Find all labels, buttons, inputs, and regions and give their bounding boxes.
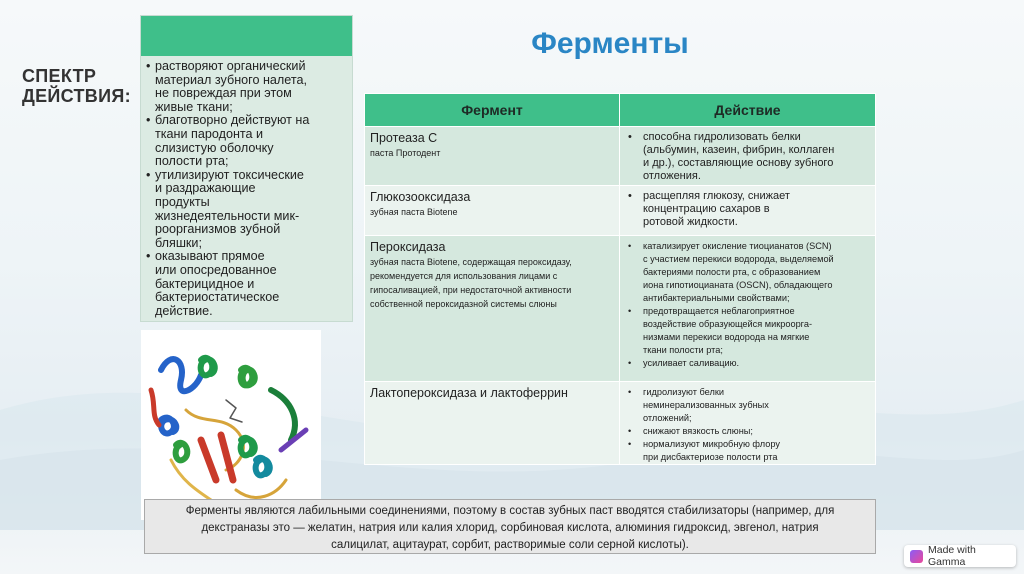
- spectrum-item: • утилизируют токсические и раздражающие продукты жизнедеятельности мик- роорганизмов зубной бляшки;: [147, 169, 344, 251]
- enzyme-source: зубная паста Biotene: [370, 207, 458, 217]
- action-list: [620, 127, 875, 183]
- action-list: [620, 382, 875, 464]
- enzyme-name: Глюкозооксидаза: [370, 190, 471, 204]
- enzyme-cell: [365, 186, 620, 236]
- enzyme-cell: [365, 382, 620, 465]
- spectrum-box: [140, 15, 353, 322]
- table-header-row: [365, 94, 876, 127]
- note-line: салицилат, ацитаурат, сорбит, растворимые соли серной кислоты).: [331, 539, 689, 551]
- enzyme-source: паста Протодент: [370, 148, 441, 158]
- column-header-enzyme: Фермент: [365, 94, 620, 127]
- column-header-action: Действие: [620, 94, 876, 127]
- action-list: [620, 236, 875, 370]
- table-row: [365, 236, 876, 382]
- action-item: • катализирует окисление тиоцианатов (SCN) с участием перекиси водорода, выделяемой бактериями полости рта, с образованием иона гипотиоцианата (OSCN), обладающего антибактериальными свойствами;: [622, 240, 871, 305]
- made-with-gamma-badge[interactable]: [904, 545, 1016, 567]
- enzyme-name: Протеаза С: [370, 131, 438, 145]
- action-list: [620, 186, 875, 229]
- gamma-logo-icon: [910, 550, 923, 563]
- enzyme-cell: [365, 236, 620, 382]
- enzyme-name: Лактопероксидаза и лактоферрин: [370, 386, 568, 400]
- spectrum-item: • оказывают прямое или опосредованное бактерицидное и бактериостатическое действие.: [147, 250, 344, 318]
- action-cell: [620, 382, 876, 465]
- spectrum-box-header: [141, 16, 352, 56]
- spectrum-item: • растворяют органический материал зубного налета, не повреждая при этом живые ткани;: [147, 60, 344, 114]
- enzyme-source: зубная паста Biotene, содержащая пероксидазу, рекомендуется для использования лицами с гипосаливацией, при недостаточной активности собственной пероксидазной системы слюны: [370, 257, 572, 309]
- table-row: [365, 186, 876, 236]
- table-row: [365, 127, 876, 186]
- table-row: [365, 382, 876, 465]
- action-item: • расщепляя глюкозу, снижает концентрацию сахаров в ротовой жидкости.: [622, 190, 871, 229]
- spectrum-item: • благотворно действуют на ткани пародонта и слизистую оболочку полости рта;: [147, 114, 344, 168]
- page-title: Ферменты: [531, 27, 689, 60]
- spectrum-title-text: СПЕКТР ДЕЙСТВИЯ:: [22, 66, 131, 106]
- spectrum-title: [22, 66, 142, 106]
- protein-structure-image: [141, 330, 321, 520]
- stabilizers-note: [144, 499, 876, 554]
- action-cell: [620, 186, 876, 236]
- action-item: • способна гидролизовать белки (альбумин, казеин, фибрин, коллаген и др.), составляющие основу зубного отложения.: [622, 131, 871, 183]
- protein-ribbon-illustration: [141, 330, 321, 520]
- action-cell: [620, 236, 876, 382]
- enzyme-cell: [365, 127, 620, 186]
- enzyme-table: [364, 93, 876, 465]
- action-cell: [620, 127, 876, 186]
- badge-label: Made with Gamma: [927, 544, 976, 568]
- note-line: декстраназы это — желатин, натрия или калия хлорид, сорбиновая кислота, алюминия гидроксид, эвгенол, натрия: [201, 522, 819, 534]
- action-item: • снижают вязкость слюны;: [622, 425, 871, 438]
- action-item: • усиливает саливацию.: [622, 357, 871, 370]
- note-line: Ферменты являются лабильными соединениями, поэтому в состав зубных паст вводятся стабилизаторы (например, для: [185, 505, 835, 517]
- action-item: • гидролизуют белки неминерализованных зубных отложений;: [622, 386, 871, 425]
- action-item: • предотвращается неблагоприятное воздействие образующейся микроорга- низмами перекиси водорода на мягкие ткани полости рта;: [622, 305, 871, 357]
- action-item: • нормализуют микробную флору при дисбактериозе полости рта: [622, 438, 871, 464]
- spectrum-list: [141, 56, 352, 318]
- enzyme-name: Пероксидаза: [370, 240, 446, 254]
